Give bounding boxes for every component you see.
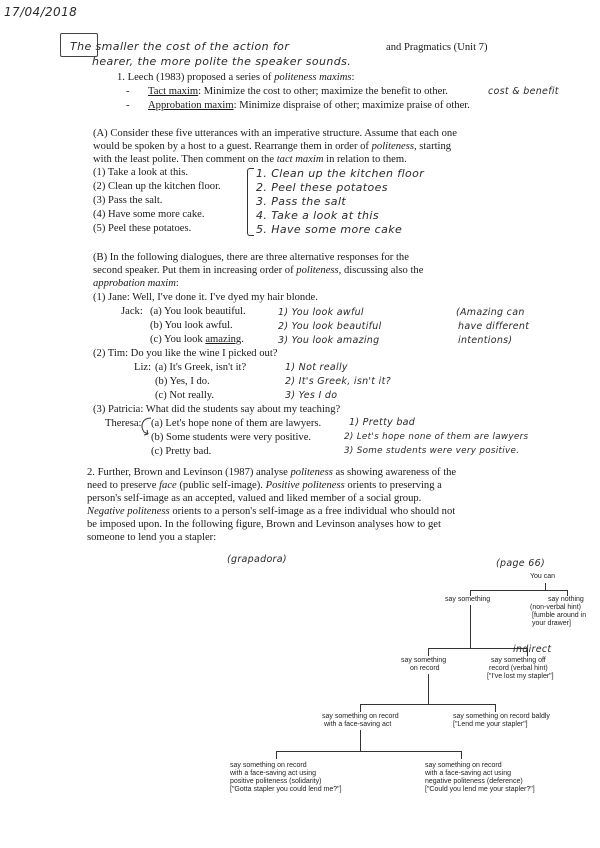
diagram-positive-3: positive politeness (solidarity) xyxy=(230,778,322,785)
handwritten-page: (page 66) xyxy=(496,558,545,569)
handwritten-header-note-2: hearer, the more polite the speaker sounds. xyxy=(92,55,352,68)
diagram-level3-bar xyxy=(360,704,496,705)
handwritten-theresa-answer-1: 1) Pretty bad xyxy=(349,417,416,428)
approbation-maxim: Approbation maxim: Minimize dispraise of other; maximize praise of other. xyxy=(148,100,470,111)
dialogue1-c: (c) You look amazing. xyxy=(150,334,244,345)
handwritten-theresa-answer-2: 2) Let's hope none of them are lawyers xyxy=(344,432,529,442)
handwritten-a-answer-5: 5. Have some more cake xyxy=(256,223,403,236)
diagram-say-something: say something xyxy=(445,596,491,603)
dialogue3-speaker: Theresa: xyxy=(105,418,142,429)
diagram-root: You can xyxy=(530,573,556,580)
diagram-on-record-1: say something xyxy=(401,657,447,664)
bullet-tact: - xyxy=(126,86,130,97)
dialogue3-c: (c) Pretty bad. xyxy=(151,446,212,457)
dialogue1-speaker: Jack: xyxy=(121,306,143,317)
diagram-level1-bar xyxy=(470,590,568,591)
handwritten-liz-answer-3: 3) Yes I do xyxy=(285,390,338,401)
handwritten-cost-benefit: cost & benefit xyxy=(488,86,559,97)
diagram-on-record-stem xyxy=(428,648,429,656)
diagram-negative-stem xyxy=(461,751,462,759)
diagram-level2-stem xyxy=(470,605,471,648)
partB-line1: (B) In the following dialogues, there are three alternative responses for the xyxy=(93,252,409,263)
dialogue2-b: (b) Yes, I do. xyxy=(155,376,210,387)
diagram-off-record-3: ["I've lost my stapler"] xyxy=(487,673,554,680)
dialogue3-b: (b) Some students were very positive. xyxy=(151,432,312,443)
handwritten-header-note-1: The smaller the cost of the action for xyxy=(70,40,290,53)
section2-line3: person's self-image as an accepted, valued and liked member of a social group. xyxy=(87,493,422,504)
diagram-say-nothing-1: say nothing xyxy=(548,596,584,603)
diagram-negative-4: ["Could you lend me your stapler?"] xyxy=(425,786,535,793)
handwritten-date: 17/04/2018 xyxy=(4,5,78,19)
partA-item-1: (1) Take a look at this. xyxy=(93,167,188,178)
partA-line2: would be spoken by a host to a guest. Rearrange them in order of politeness, starting xyxy=(93,141,452,152)
handwritten-amazing-note-2: have different xyxy=(458,321,530,332)
dialogue1-a: (a) You look beautiful. xyxy=(150,306,246,317)
handwritten-liz-answer-2: 2) It's Greek, isn't it? xyxy=(285,376,391,387)
handwritten-jack-answer-1: 1) You look awful xyxy=(278,307,364,318)
section2-line6: someone to lend you a stapler: xyxy=(87,532,217,543)
tact-maxim: Tact maxim: Minimize the cost to other; maximize the benefit to other. xyxy=(148,86,448,97)
diagram-say-nothing-3: [fumble around in xyxy=(532,612,587,619)
partA-line1: (A) Consider these five utterances with an imperative structure. Assume that each one xyxy=(93,128,457,139)
dialogue2-c: (c) Not really. xyxy=(155,390,215,401)
diagram-level4-bar xyxy=(276,751,462,752)
bullet-approb: - xyxy=(126,100,130,111)
handwritten-theresa-answer-3: 3) Some students were very positive. xyxy=(344,446,520,456)
partA-item-4: (4) Have some more cake. xyxy=(93,209,205,220)
diagram-negative-1: say something on record xyxy=(425,762,502,769)
handwritten-jack-answer-2: 2) You look beautiful xyxy=(278,321,382,332)
diagram-baldly-2: ["Lend me your stapler"] xyxy=(453,721,528,728)
diagram-face-saving-1: say something on record xyxy=(322,713,399,720)
handwritten-a-answer-4: 4. Take a look at this xyxy=(256,209,379,222)
partA-line3: with the least polite. Then comment on the tact maxim in relation to them. xyxy=(93,154,407,165)
dialogue3-prompt: (3) Patricia: What did the students say about my teaching? xyxy=(93,404,341,415)
handwritten-swap-arrow xyxy=(138,414,154,438)
handwritten-indirect: indirect xyxy=(513,644,552,655)
handwritten-liz-answer-1: 1) Not really xyxy=(285,362,348,373)
diagram-on-record-2: on record xyxy=(410,665,440,672)
partA-item-5: (5) Peel these potatoes. xyxy=(93,223,192,234)
diagram-level4-stem xyxy=(360,730,361,751)
section1-intro: 1. Leech (1983) proposed a series of politeness maxims: xyxy=(117,72,355,83)
diagram-baldly-1: say something on record baldly xyxy=(453,713,550,720)
diagram-positive-4: ["Gotta stapler you could lend me?"] xyxy=(230,786,342,793)
handwritten-a-answer-1: 1. Clean up the kitchen floor xyxy=(256,167,425,180)
dialogue2-speaker: Liz: xyxy=(134,362,152,373)
diagram-say-nothing-2: (non-verbal hint) xyxy=(530,604,581,611)
section2-line2: need to preserve face (public self-image). Positive politeness orients to preserving a xyxy=(87,480,442,491)
diagram-face-saving-stem xyxy=(360,704,361,712)
diagram-positive-2: with a face-saving act using xyxy=(230,770,316,777)
section2-line4: Negative politeness orients to a person's self-image as a free individual who should not xyxy=(87,506,456,517)
dialogue2-prompt: (2) Tim: Do you like the wine I picked out? xyxy=(93,348,278,359)
diagram-positive-1: say something on record xyxy=(230,762,307,769)
section2-line1: 2. Further, Brown and Levinson (1987) analyse politeness as showing awareness of the xyxy=(87,467,457,478)
dialogue2-a: (a) It's Greek, isn't it? xyxy=(155,362,247,373)
tact-maxim-label: Tact maxim xyxy=(148,86,199,97)
partA-item-2: (2) Clean up the kitchen floor. xyxy=(93,181,221,192)
partA-item-3: (3) Pass the salt. xyxy=(93,195,163,206)
section2-line5: be imposed upon. In the following figure, Brown and Levinson analyses how to get xyxy=(87,519,441,530)
diagram-off-record-2: record (verbal hint) xyxy=(489,665,548,672)
dialogue3-a: (a) Let's hope none of them are lawyers. xyxy=(151,418,322,429)
diagram-negative-2: with a face-saving act using xyxy=(425,770,511,777)
header-title: and Pragmatics (Unit 7) xyxy=(386,42,488,53)
diagram-negative-3: negative politeness (deference) xyxy=(425,778,523,785)
handwritten-bracket-a xyxy=(247,168,254,236)
diagram-face-saving-2: with a face-saving act xyxy=(324,721,392,728)
diagram-level3-stem xyxy=(428,674,429,704)
dialogue1-prompt: (1) Jane: Well, I've done it. I've dyed my hair blonde. xyxy=(93,292,318,303)
handwritten-a-answer-3: 3. Pass the salt xyxy=(256,195,347,208)
handwritten-a-answer-2: 2. Peel these potatoes xyxy=(256,181,388,194)
diagram-say-nothing-4: your drawer] xyxy=(532,620,571,627)
approbation-maxim-label: Approbation maxim xyxy=(148,100,234,111)
diagram-positive-stem xyxy=(276,751,277,759)
handwritten-grapadora: (grapadora) xyxy=(227,554,287,565)
diagram-baldly-stem xyxy=(495,704,496,712)
dialogue1-b: (b) You look awful. xyxy=(150,320,233,331)
partB-line2: second speaker. Put them in increasing order of politeness, discussing also the xyxy=(93,265,424,276)
handwritten-amazing-note-3: intentions) xyxy=(458,335,513,346)
partB-line3: approbation maxim: xyxy=(93,278,179,289)
diagram-off-record-1: say something off xyxy=(491,657,546,664)
handwritten-amazing-note-1: (Amazing can xyxy=(456,307,525,318)
handwritten-jack-answer-3: 3) You look amazing xyxy=(278,335,380,346)
